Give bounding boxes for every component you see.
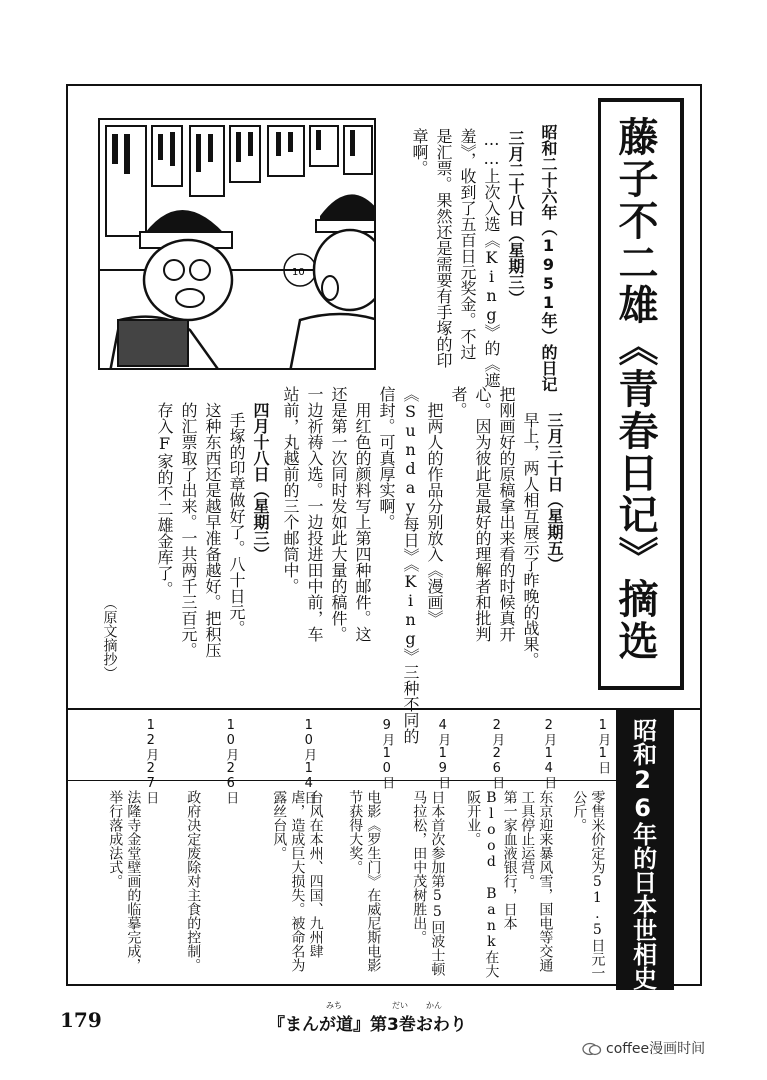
diary-entry-2-line-1: 早上，两人相互展示了昨晚的战果。 bbox=[521, 412, 540, 668]
diary-entry-1-line-1: ……上次入选《King》的《遮 bbox=[482, 130, 501, 388]
timeline-date-8: 12月27日 bbox=[143, 718, 159, 804]
manga-panel bbox=[98, 118, 376, 370]
timeline-event-1: 零售米价定为51.5日元一公斤。 bbox=[571, 790, 606, 980]
timeline-heading: 昭和26年的日本世相史!! bbox=[628, 718, 657, 1046]
timeline-event-2: 东京迎来暴风雪，国电等交通工具停止运营。 bbox=[519, 790, 554, 972]
diary-entry-3-line-1: 手塚的印章做好了。八十日元。 bbox=[227, 412, 246, 636]
diary-entry-2-line-8: 用红色的颜料写上第四种邮件。这 bbox=[353, 386, 372, 642]
page-title: 藤子不二雄《青春日记》摘选 bbox=[612, 116, 658, 662]
manga-illustration bbox=[100, 120, 376, 370]
diary-heading: 昭和二十六年（1951年）的日记 bbox=[539, 124, 558, 392]
diary-entry-2-date: 三月三十日（星期五） bbox=[545, 412, 564, 572]
diary-entry-3-line-2: 这种东西还是越早准备越好。把积压 bbox=[203, 402, 222, 658]
watermark bbox=[582, 1038, 705, 1058]
timeline-date-1: 1月1日 bbox=[595, 718, 611, 774]
panel-sfx-number: 10 bbox=[292, 267, 305, 278]
title-box bbox=[598, 98, 684, 690]
watermark-text: coffee漫画时间 bbox=[606, 1041, 706, 1057]
timeline-top-rule bbox=[66, 708, 702, 710]
footer-ruby-dai: だい bbox=[392, 1001, 408, 1010]
diary-entry-1-line-3: 是汇票。果然还是需要有手塚的印 bbox=[434, 128, 453, 368]
diary-entry-1-line-4: 章啊。 bbox=[410, 128, 429, 176]
diary-entry-2-line-6: 《Sunday每日》《King》三种不同的 bbox=[401, 386, 420, 744]
footer-ruby-michi: みち bbox=[326, 1001, 342, 1010]
wechat-icon bbox=[582, 1042, 602, 1056]
timeline-event-4: 日本首次参加第55回波士顿马拉松，田中茂树胜出。 bbox=[411, 790, 446, 976]
diary-source-note: （原文摘抄） bbox=[101, 596, 118, 680]
timeline-event-5: 电影《罗生门》在威尼斯电影节获得大奖。 bbox=[347, 790, 382, 972]
diary-entry-1-date: 三月二十八日（星期三） bbox=[506, 130, 525, 306]
diary-entry-3-line-4: 存入F家的不二雄金库了。 bbox=[155, 402, 174, 597]
page-number: 179 bbox=[60, 1008, 102, 1032]
diary-entry-3-line-3: 的汇票取了出来。一共两千三百元。 bbox=[179, 402, 198, 658]
diary-entry-2-line-9: 还是第一次同时发如此大量的稿件。 bbox=[329, 386, 348, 642]
diary-entry-2-line-7: 信封。可真厚实啊。 bbox=[377, 386, 396, 530]
timeline-date-3: 2月26日 bbox=[489, 718, 505, 789]
diary-entry-2-line-10: 一边祈祷入选。一边投进田中前，车 bbox=[305, 386, 324, 642]
timeline-date-2: 2月14日 bbox=[541, 718, 557, 789]
diary-entry-1-line-2: 羞》，收到了五百日元奖金。不过 bbox=[458, 128, 477, 360]
diary-entry-2-line-2: 把刚画好的原稿拿出来看的时候真开 bbox=[497, 386, 516, 642]
timeline-header bbox=[616, 708, 674, 1046]
timeline-date-5: 9月10日 bbox=[379, 718, 395, 789]
timeline-date-7: 10月26日 bbox=[223, 718, 239, 804]
footer-title: 『まんが道』第3巻おわり bbox=[268, 1015, 467, 1035]
timeline-date-4: 4月19日 bbox=[435, 718, 451, 789]
timeline-date-6: 10月14日 bbox=[301, 718, 317, 804]
timeline-event-6: 台风在本州、四国、九州肆虐，造成巨大损失。被命名为露丝台风。 bbox=[271, 790, 324, 972]
diary-entry-2-line-5: 把两人的作品分别放入《漫画》 bbox=[425, 386, 444, 626]
diary-entry-2-line-11: 站前，丸越前的三个邮筒中。 bbox=[281, 386, 300, 594]
footer-ruby-kan: かん bbox=[426, 1001, 442, 1010]
diary-entry-2-line-3: 心。因为彼此是最好的理解者和批判 bbox=[473, 386, 492, 642]
diary-entry-3-date: 四月十八日（星期三） bbox=[251, 402, 270, 562]
timeline-event-8: 法隆寺金堂壁画的临摹完成，举行落成法式。 bbox=[107, 790, 142, 972]
timeline-event-3: 第一家血液银行，日本Blood Bank在大阪开业。 bbox=[465, 790, 518, 978]
diary-entry-2-line-4: 者。 bbox=[449, 386, 468, 418]
timeline-event-7: 政府决定废除对主食的控制。 bbox=[185, 790, 202, 972]
